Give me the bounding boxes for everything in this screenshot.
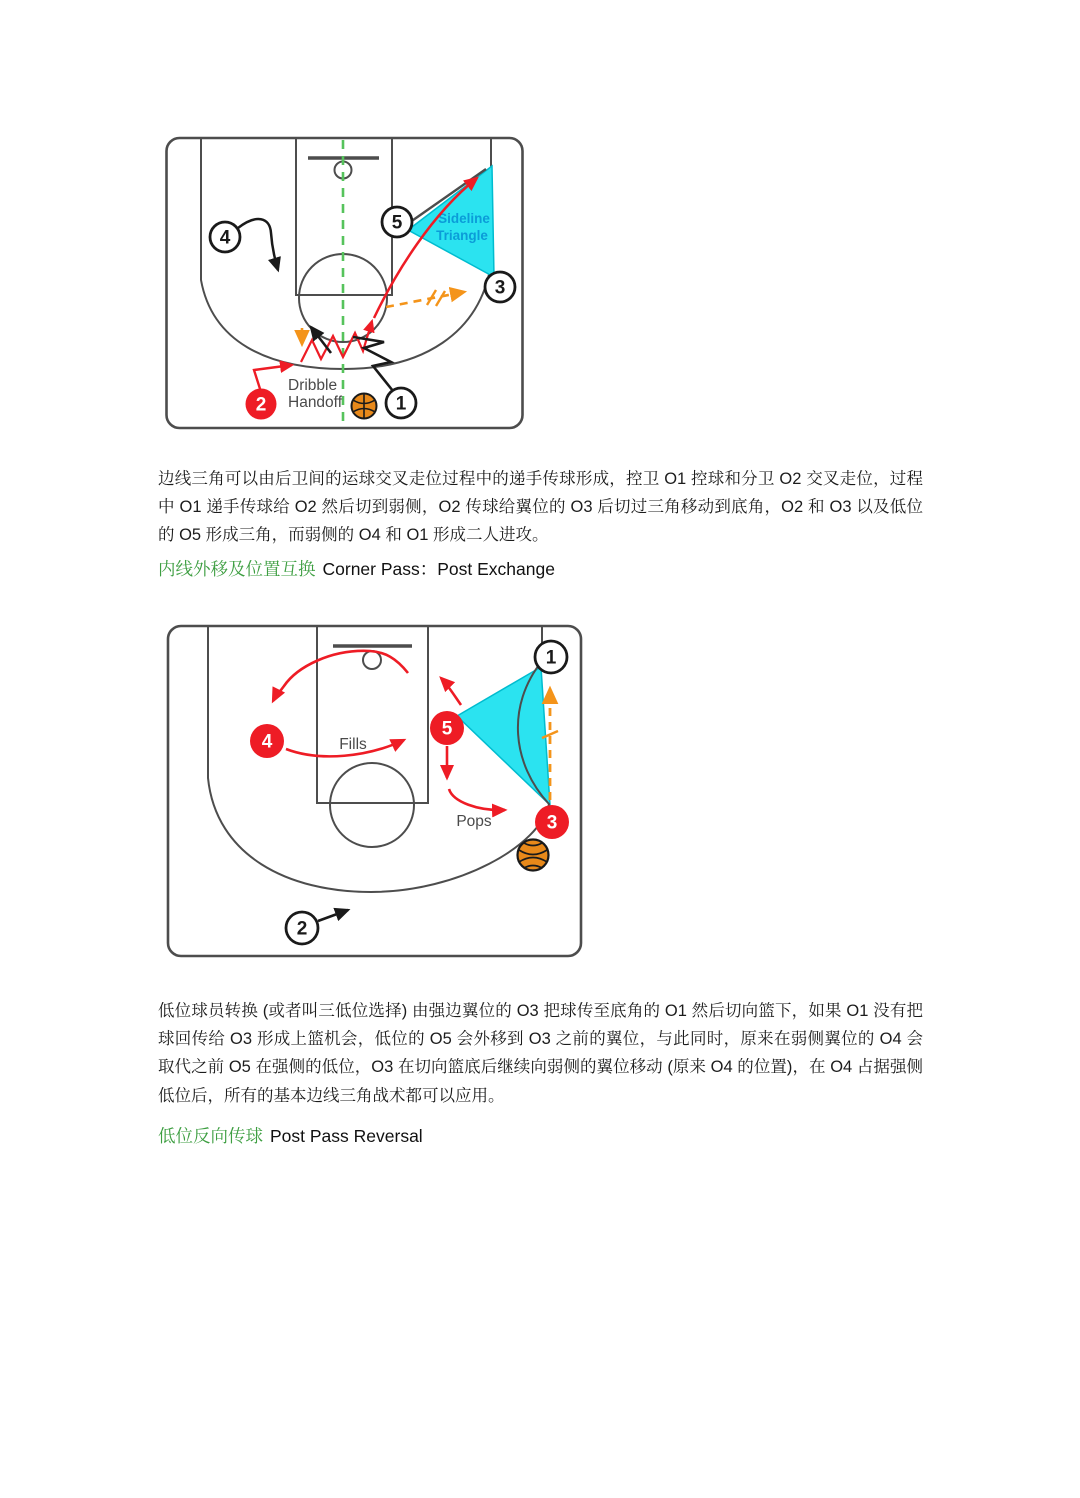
section-heading-corner-pass xyxy=(158,556,555,581)
player-5 xyxy=(430,711,464,745)
player-3-ballhandler xyxy=(535,805,569,839)
player-1 xyxy=(386,388,416,418)
svg-text:1: 1 xyxy=(395,393,407,415)
heading-chinese: 内线外移及位置互换 xyxy=(158,559,316,579)
fills-label: Fills xyxy=(339,736,367,753)
paragraph-post-exchange: 低位球员转换 (或者叫三低位选择) 由强边翼位的 O3 把球传至底角的 O1 然后切向篮下，如果 O1 没有把球回传给 O3 形成上篮机会，低位的 O5 会外移到 O3 之前的翼位，与此同时，原来在弱侧翼位的 O4 会取代之前 O5 在强侧的低位，O3 在切向篮底后继续向弱侧的翼位移动 (原来 O4 的位置)，在 O4 占据强侧低位后，所有的基本边线三角战术都可以应用。 xyxy=(158,1001,923,1105)
svg-text:5: 5 xyxy=(391,212,403,234)
player-3 xyxy=(485,272,515,302)
pops-label: Pops xyxy=(456,813,492,830)
dribble-handoff-label-line2: Handoff xyxy=(288,394,343,411)
basketball-icon xyxy=(352,394,377,419)
svg-text:4: 4 xyxy=(261,731,273,753)
svg-text:2: 2 xyxy=(255,394,267,416)
player-4 xyxy=(210,222,240,252)
basketball-icon xyxy=(518,840,549,871)
svg-text:4: 4 xyxy=(219,227,231,249)
svg-text:3: 3 xyxy=(546,812,558,834)
heading-chinese: 低位反向传球 xyxy=(158,1126,263,1146)
player-1 xyxy=(535,641,567,673)
heading-english: Corner Pass：Post Exchange xyxy=(322,559,555,579)
heading-english: Post Pass Reversal xyxy=(270,1126,423,1146)
triangle-label-line2: Triangle xyxy=(436,228,488,243)
dribble-handoff-label-line1: Dribble xyxy=(288,377,338,394)
player-4 xyxy=(250,724,284,758)
svg-text:2: 2 xyxy=(296,918,308,940)
court-lines xyxy=(168,626,581,956)
player-2-ballhandler xyxy=(246,389,277,420)
section-heading-post-pass-reversal xyxy=(158,1123,423,1148)
player-2 xyxy=(286,912,318,944)
diagram-sideline-triangle-dribble-handoff xyxy=(160,130,530,436)
svg-text:3: 3 xyxy=(494,277,506,299)
svg-text:1: 1 xyxy=(545,647,557,669)
player-5 xyxy=(382,207,412,237)
court-border xyxy=(168,626,581,956)
diagram-corner-pass-post-exchange xyxy=(163,620,587,962)
paragraph-sideline-triangle: 边线三角可以由后卫间的运球交叉走位过程中的递手传球形成，控卫 O1 控球和分卫 O2 交叉走位，过程中 O1 递手传球给 O2 然后切到弱侧，O2 传球给翼位的 O3 后切过三角移动到底角，O2 和 O3 以及低位的 O5 形成三角，而弱侧的 O4 和 O1 形成二人进攻。 xyxy=(158,469,923,545)
svg-text:5: 5 xyxy=(441,718,453,740)
triangle-label-line1: Sideline xyxy=(438,211,490,226)
